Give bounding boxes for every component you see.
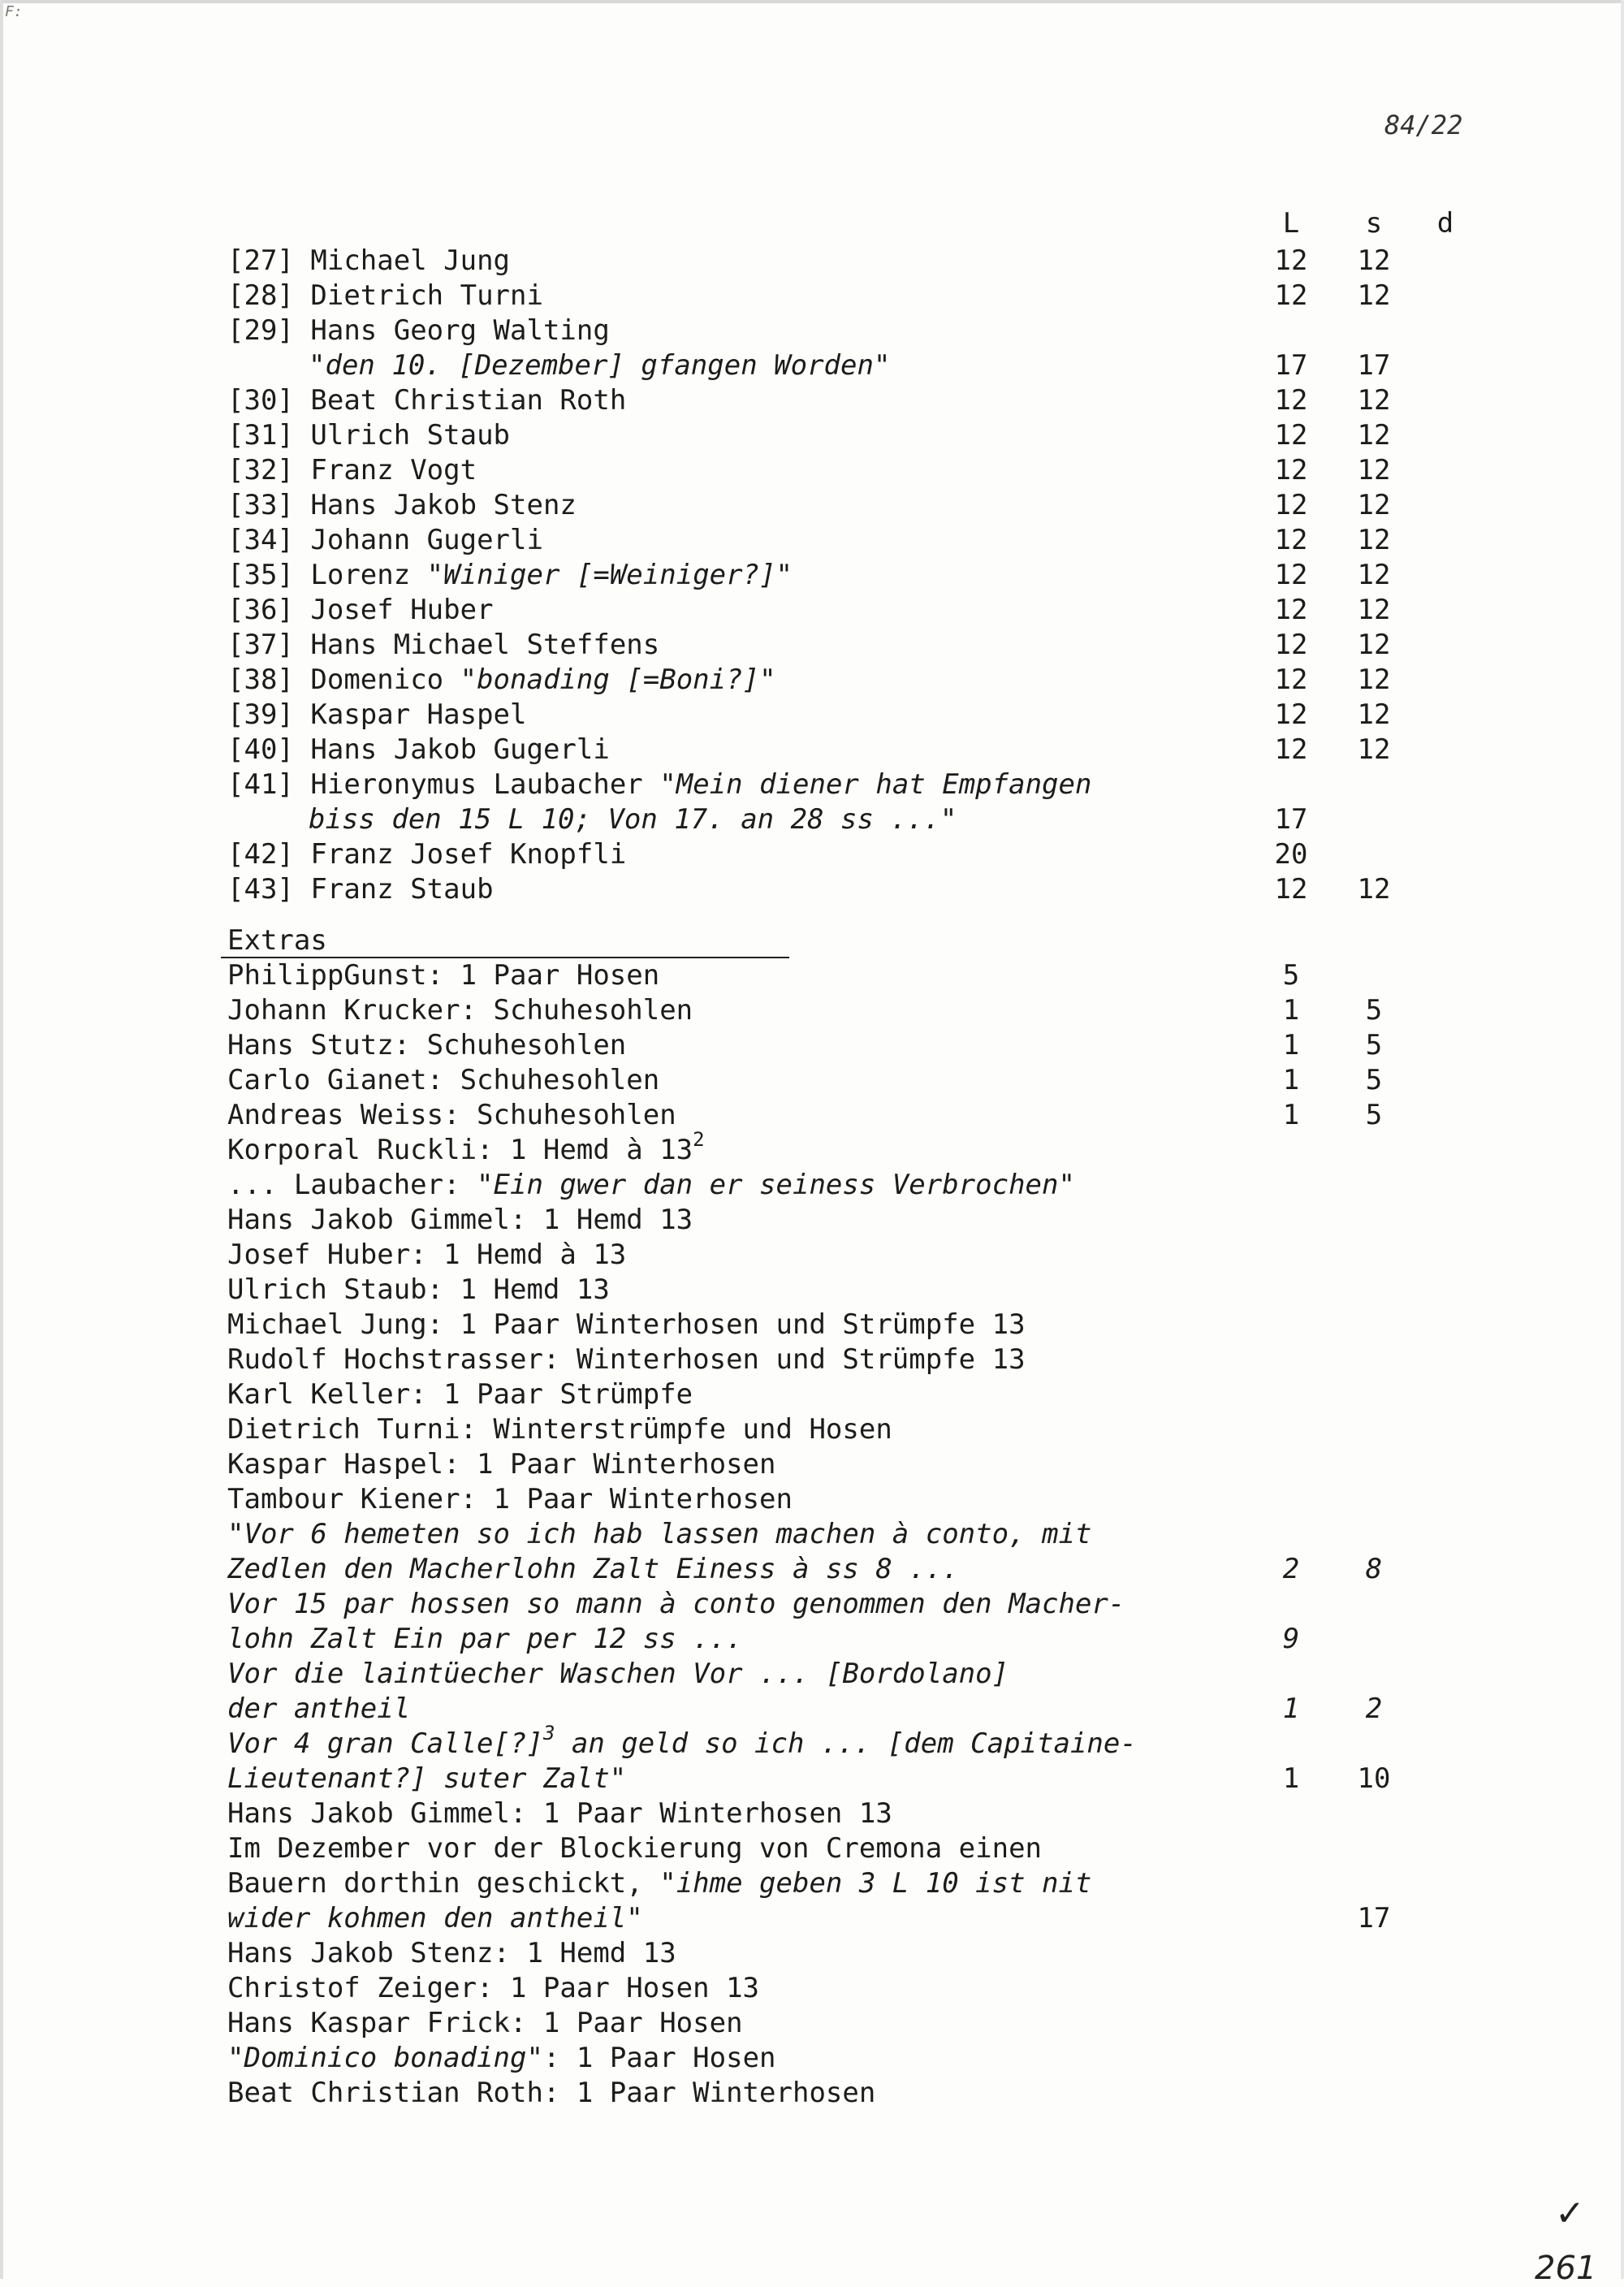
extras-quote: der antheil <box>227 1693 411 1725</box>
footnote-marker: 3 <box>542 1721 555 1744</box>
extras-item: Hans Jakob Gimmel: 1 Hemd 13 <box>227 1204 693 1236</box>
page-right-edge <box>1621 0 1624 2279</box>
entry-s: 12 <box>1357 629 1391 661</box>
extras-item: Johann Krucker: Schuhesohlen <box>227 994 693 1027</box>
extras-item: Hans Kaspar Frick: 1 Paar Hosen <box>227 2007 743 2039</box>
entry-s: 12 <box>1357 873 1391 906</box>
extras-item: Hans Jakob Gimmel: 1 Paar Winterhosen 13 <box>227 1797 892 1830</box>
entry-l: 12 <box>1274 629 1308 661</box>
page-left-edge <box>0 0 3 2279</box>
entry-row: [33] Hans Jakob Stenz <box>227 489 577 521</box>
entry-l: 12 <box>1274 454 1308 486</box>
entry-s: 12 <box>1357 489 1391 521</box>
entry-row: [32] Franz Vogt <box>227 454 477 486</box>
extras-item: "Dominico bonading": 1 Paar Hosen <box>227 2042 776 2074</box>
extras-l: 1 <box>1282 1029 1300 1061</box>
extras-item: Dietrich Turni: Winterstrümpfe und Hosen <box>227 1413 892 1446</box>
entry-row: [36] Josef Huber <box>227 594 494 626</box>
extras-item: Hans Jakob Stenz: 1 Hemd 13 <box>227 1937 676 1969</box>
entry-row: [37] Hans Michael Steffens <box>227 629 660 661</box>
entry-l: 12 <box>1274 664 1308 696</box>
extras-item: Andreas Weiss: Schuhesohlen <box>227 1099 676 1131</box>
extras-s: 5 <box>1365 1029 1383 1061</box>
entry-s: 12 <box>1357 244 1391 277</box>
entry-s: 12 <box>1357 279 1391 312</box>
entry-l: 12 <box>1274 698 1308 731</box>
extras-item: Karl Keller: 1 Paar Strümpfe <box>227 1378 693 1411</box>
entry-s: 12 <box>1357 419 1391 452</box>
extras-item: Ulrich Staub: 1 Hemd 13 <box>227 1273 610 1306</box>
extras-l: 5 <box>1282 959 1300 992</box>
column-header-l: L <box>1282 207 1300 240</box>
entry-row: [43] Franz Staub <box>227 873 494 906</box>
extras-quote: wider kohmen den antheil" <box>227 1902 643 1935</box>
entry-l: 12 <box>1274 279 1308 312</box>
extras-quote: Vor die laintüecher Waschen Vor ... [Bordolano] <box>227 1658 1009 1690</box>
extras-s: 5 <box>1365 1064 1383 1096</box>
entry-row: [40] Hans Jakob Gugerli <box>227 733 610 766</box>
extras-item: Korporal Ruckli: 1 Hemd à $13^2$ <box>227 1127 705 1166</box>
entry-l: 12 <box>1274 489 1308 521</box>
entry-row: [35] Lorenz "Winiger [=Weiniger?]" <box>227 559 793 591</box>
entry-row: [28] Dietrich Turni <box>227 279 543 312</box>
extras-s: 10 <box>1357 1762 1391 1795</box>
entry-s: 12 <box>1357 664 1391 696</box>
entry-l: 12 <box>1274 244 1308 277</box>
entry-s: 12 <box>1357 594 1391 626</box>
extras-item: Im Dezember vor der Blockierung von Cremona einen <box>227 1832 1043 1865</box>
extras-s: 5 <box>1365 1099 1383 1131</box>
entry-l: 12 <box>1274 733 1308 766</box>
entry-s: 12 <box>1357 733 1391 766</box>
extras-quote: Zedlen den Macherlohn Zalt Einess à ss 8 ... <box>227 1553 959 1585</box>
corner-mark: F: <box>5 3 23 20</box>
extras-heading: Extras <box>227 924 327 957</box>
entry-l: 12 <box>1274 384 1308 417</box>
entry-quote: "den 10. [Dezember] gfangen Worden" <box>309 349 891 382</box>
extras-item: Beat Christian Roth: 1 Paar Winterhosen <box>227 2077 876 2109</box>
extras-item: Hans Stutz: Schuhesohlen <box>227 1029 627 1061</box>
extras-l: 1 <box>1282 994 1300 1027</box>
entry-s: 17 <box>1357 349 1391 382</box>
extras-l: 9 <box>1282 1623 1300 1655</box>
page-number: 261 <box>1535 2250 1597 2287</box>
entry-s: 12 <box>1357 384 1391 417</box>
extras-l: 1 <box>1282 1693 1300 1725</box>
column-header-s: s <box>1365 207 1383 240</box>
extras-l: 1 <box>1282 1099 1300 1131</box>
entry-row: [30] Beat Christian Roth <box>227 384 627 417</box>
extras-quote: "Vor 6 hemeten so ich hab lassen machen à conto, mit <box>227 1518 1092 1550</box>
entry-row: [39] Kaspar Haspel <box>227 698 527 731</box>
extras-s: 17 <box>1357 1902 1391 1935</box>
extras-s: 2 <box>1365 1693 1383 1725</box>
footnote-marker: 2 <box>693 1127 705 1151</box>
entry-l: 12 <box>1274 873 1308 906</box>
extras-item: ... Laubacher: "Ein gwer dan er seiness Verbrochen" <box>227 1169 1075 1201</box>
entry-s: 12 <box>1357 454 1391 486</box>
entry-l: 12 <box>1274 594 1308 626</box>
extras-quote: lohn Zalt Ein par per 12 ss ... <box>227 1623 743 1655</box>
entry-row: [41] Hieronymus Laubacher "Mein diener hat Empfangen <box>227 768 1092 801</box>
entry-s: 12 <box>1357 559 1391 591</box>
folio-number: 84/22 <box>1384 110 1463 141</box>
entry-s: 12 <box>1357 698 1391 731</box>
extras-s: 5 <box>1365 994 1383 1027</box>
entry-row: [31] Ulrich Staub <box>227 419 511 452</box>
extras-item: Carlo Gianet: Schuhesohlen <box>227 1064 660 1096</box>
extras-item: Kaspar Haspel: 1 Paar Winterhosen <box>227 1448 776 1481</box>
column-header-d: d <box>1436 207 1454 240</box>
extras-item: Josef Huber: 1 Hemd à 13 <box>227 1239 627 1271</box>
entry-l: 12 <box>1274 524 1308 556</box>
entry-row: [29] Hans Georg Walting <box>227 314 610 347</box>
entry-row: [42] Franz Josef Knopfli <box>227 838 627 871</box>
extras-item: Rudolf Hochstrasser: Winterhosen und Strümpfe 13 <box>227 1343 1026 1376</box>
extras-quote: Vor 4 gran Calle[?]$^3$ an geld so ich ... [dem Capitaine- <box>227 1721 1137 1760</box>
extras-quote: Lieutenant?] suter Zalt" <box>227 1762 627 1795</box>
extras-l: 1 <box>1282 1064 1300 1096</box>
entry-l: 17 <box>1274 349 1308 382</box>
entry-row: [38] Domenico "bonading [=Boni?]" <box>227 664 776 696</box>
check-mark-icon: ✓ <box>1555 2193 1585 2234</box>
extras-s: 8 <box>1365 1553 1383 1585</box>
entry-l: 20 <box>1274 838 1308 871</box>
extras-l: 2 <box>1282 1553 1300 1585</box>
entry-l: 17 <box>1274 803 1308 836</box>
extras-item: Michael Jung: 1 Paar Winterhosen und Strümpfe 13 <box>227 1308 1026 1341</box>
entry-l: 12 <box>1274 559 1308 591</box>
page-top-edge <box>0 0 1624 3</box>
entry-s: 12 <box>1357 524 1391 556</box>
entry-quote: biss den 15 L 10; Von 17. an 28 ss ..." <box>309 803 957 836</box>
extras-item: Bauern dorthin geschickt, "ihme geben 3 L 10 ist nit <box>227 1867 1092 1900</box>
extras-quote: Vor 15 par hossen so mann à conto genommen den Macher- <box>227 1588 1125 1620</box>
extras-item: Tambour Kiener: 1 Paar Winterhosen <box>227 1483 793 1515</box>
extras-item: PhilippGunst: 1 Paar Hosen <box>227 959 660 992</box>
entry-l: 12 <box>1274 419 1308 452</box>
extras-item: Christof Zeiger: 1 Paar Hosen 13 <box>227 1972 760 2004</box>
extras-l: 1 <box>1282 1762 1300 1795</box>
entry-row: [27] Michael Jung <box>227 244 511 277</box>
entry-row: [34] Johann Gugerli <box>227 524 543 556</box>
